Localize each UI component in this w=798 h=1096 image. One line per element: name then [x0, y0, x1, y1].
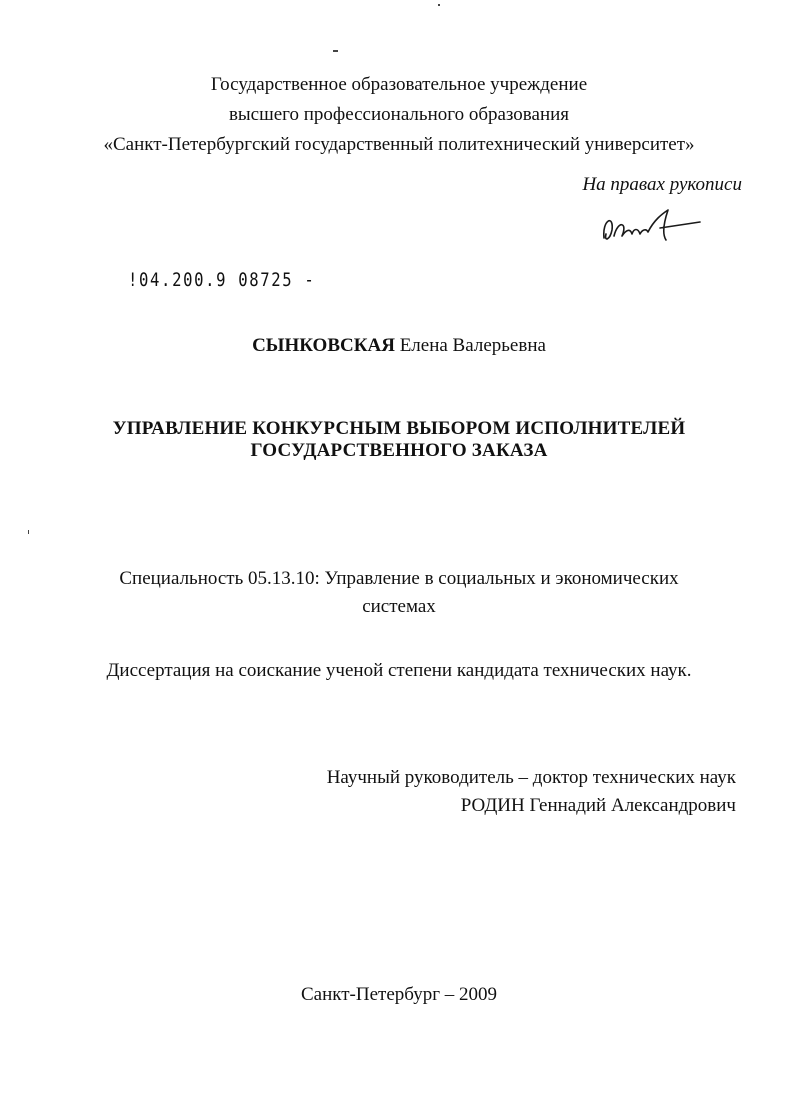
advisor-line-2: РОДИН Геннадий Александрович [460, 795, 736, 816]
institution-line-3: «Санкт-Петербургский государственный политехнический университет» [103, 134, 695, 155]
city-year: Санкт-Петербург – 2009 [300, 984, 497, 1005]
title-line-2: ГОСУДАРСТВЕННОГО ЗАКАЗА [250, 440, 548, 461]
institution-line-2: высшего профессионального образования [228, 104, 570, 125]
scan-speck [333, 50, 338, 52]
speciality-line-1: Специальность 05.13.10: Управление в социальных и экономических [119, 568, 679, 589]
signature [596, 200, 706, 250]
scan-speck [438, 4, 440, 6]
dissertation-statement: Диссертация на соискание ученой степени кандидата технических наук. [106, 660, 692, 681]
dissertation-title [0, 418, 798, 462]
speciality [0, 565, 798, 621]
speciality-line-2: системах [362, 596, 436, 617]
author-given-names: Елена Валерьевна [399, 335, 546, 356]
author [0, 335, 798, 357]
title-line-1: УПРАВЛЕНИЕ КОНКУРСНЫМ ВЫБОРОМ ИСПОЛНИТЕЛЕЙ [112, 418, 686, 439]
institution-line-1: Государственное образовательное учреждение [210, 74, 588, 95]
manuscript-note: На правах рукописи [582, 174, 742, 195]
advisor-line-1: Научный руководитель – доктор технических наук [326, 767, 736, 788]
scientific-advisor [327, 764, 736, 820]
archive-number: !04.200.9 08725 - [128, 269, 316, 291]
author-surname: СЫНКОВСКАЯ [252, 335, 395, 356]
scan-speck [28, 530, 29, 534]
institution-header [0, 70, 798, 160]
